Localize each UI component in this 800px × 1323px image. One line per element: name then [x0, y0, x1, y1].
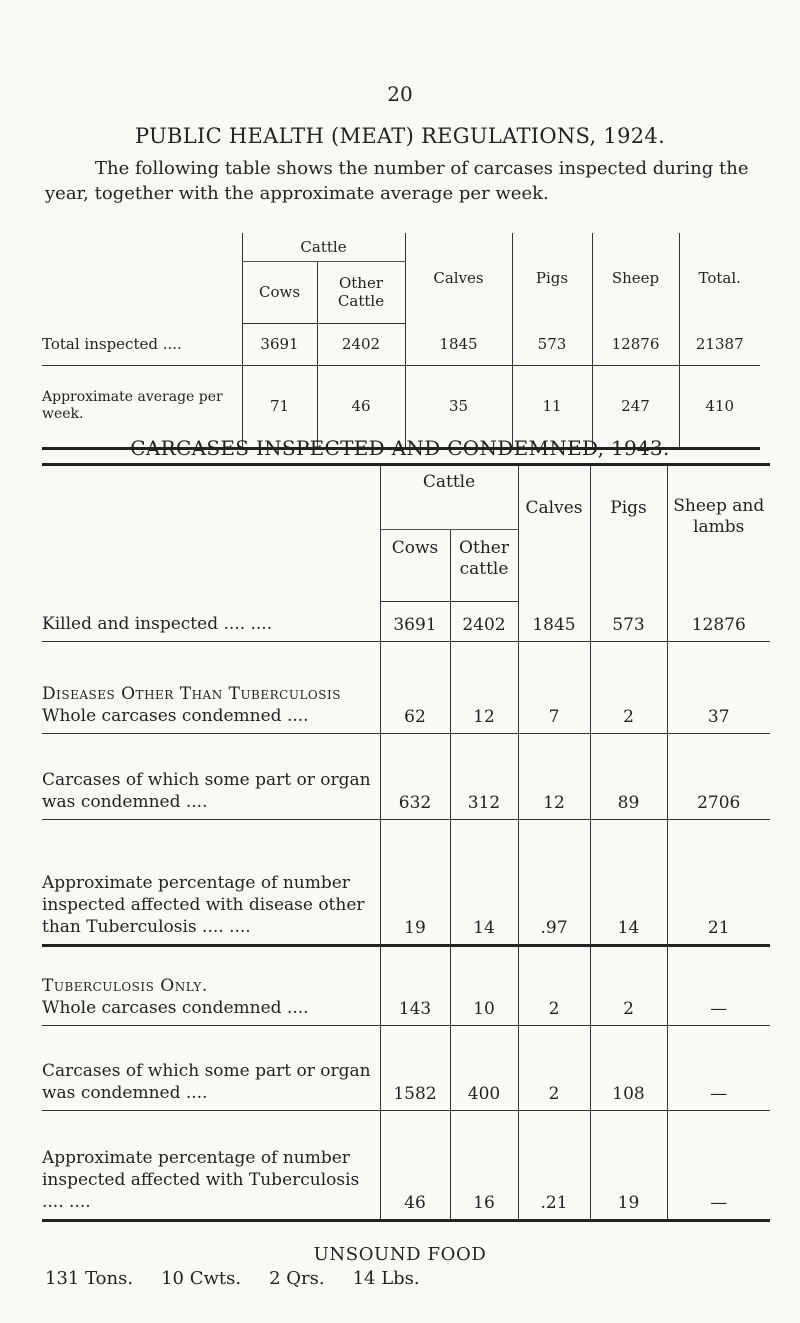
table2-cell: 2 — [518, 1026, 590, 1111]
intro-paragraph — [45, 156, 760, 206]
table1-header-cows: Cows — [242, 261, 317, 323]
table1-cell: 21387 — [679, 323, 760, 365]
table2-cell: 14 — [590, 820, 667, 946]
table2-cell: 7 — [518, 642, 590, 734]
table2-header-cows: Cows — [380, 530, 450, 602]
table2-cell: 2 — [590, 642, 667, 734]
table1-cell: 573 — [512, 323, 592, 365]
table1-header-calves: Calves — [405, 233, 512, 323]
table2-cell: 14 — [450, 820, 518, 946]
unsound-food-tons: 131 Tons. — [45, 1268, 134, 1289]
table2-cell: 2 — [518, 946, 590, 1026]
table1-cell: 247 — [592, 365, 679, 448]
table2-cell: .97 — [518, 820, 590, 946]
table1-row — [42, 323, 760, 365]
table2-cell: 10 — [450, 946, 518, 1026]
table1-corner — [42, 233, 242, 323]
table1-row-label: Total inspected .... — [42, 323, 242, 365]
table2-row — [42, 642, 770, 734]
table2-cell: — — [667, 1026, 770, 1111]
page-number: 20 — [387, 82, 413, 106]
table2-header-sheep: Sheep and lambs — [667, 465, 770, 602]
table2-row — [42, 734, 770, 820]
table2-cell: 12876 — [667, 602, 770, 642]
unsound-food-cwts: 10 Cwts. — [161, 1268, 242, 1289]
table1-cell: 1845 — [405, 323, 512, 365]
table1-header-sheep: Sheep — [592, 233, 679, 323]
table2-row — [42, 820, 770, 946]
table2-cell: 1845 — [518, 602, 590, 642]
table2-cell: 3691 — [380, 602, 450, 642]
section-title: CARCASES INSPECTED AND CONDEMNED, 1943. — [130, 436, 670, 460]
table2-row-label-cell — [42, 946, 380, 1026]
table1-cell: 71 — [242, 365, 317, 448]
table1-cell: 46 — [317, 365, 405, 448]
table1-cell: 410 — [679, 365, 760, 448]
table2-row-label: Carcases of which some part or organ was condemned .... — [42, 734, 380, 820]
table1-cell: 12876 — [592, 323, 679, 365]
table2-cell: 62 — [380, 642, 450, 734]
table2-cell: 573 — [590, 602, 667, 642]
table2-cell: 37 — [667, 642, 770, 734]
unsound-food-quantity — [45, 1268, 645, 1289]
table2-cell: .21 — [518, 1111, 590, 1221]
intro-text: The following table shows the number of carcases inspected during the year, together with the approximate average per week. — [45, 158, 749, 204]
table2-cell: 12 — [518, 734, 590, 820]
table2-cell: — — [667, 946, 770, 1026]
table1-header-cattle: Cattle — [242, 233, 405, 261]
table2-cell: 46 — [380, 1111, 450, 1221]
table2-header-other-cattle: Other cattle — [450, 530, 518, 602]
table2-row — [42, 1026, 770, 1111]
carcases-condemned-table — [42, 463, 770, 1222]
table2-cell: 1582 — [380, 1026, 450, 1111]
table2-row-label: Killed and inspected .... .... — [42, 602, 380, 642]
table2-cell: 2706 — [667, 734, 770, 820]
page-title: PUBLIC HEALTH (MEAT) REGULATIONS, 1924. — [134, 124, 666, 148]
table1-cell: 2402 — [317, 323, 405, 365]
table2-row-label: Approximate percentage of number inspected affected with Tuberculosis .... .... — [42, 1111, 380, 1221]
section-heading: Diseases Other Than Tuberculosis — [42, 684, 341, 704]
table2-row-label: Whole carcases condemned .... — [42, 998, 309, 1018]
table2-cell: 312 — [450, 734, 518, 820]
table1-row-label: Approximate average per week. — [42, 365, 242, 448]
table2-header-cattle: Cattle — [380, 465, 518, 530]
table2-cell: 632 — [380, 734, 450, 820]
table2-cell: 2402 — [450, 602, 518, 642]
table2-cell: 16 — [450, 1111, 518, 1221]
table2-cell: 108 — [590, 1026, 667, 1111]
table2-row — [42, 946, 770, 1026]
table2-row — [42, 602, 770, 642]
table2-cell: 19 — [380, 820, 450, 946]
table2-cell: 89 — [590, 734, 667, 820]
table1-header-total: Total. — [679, 233, 760, 323]
table2-corner — [42, 465, 380, 602]
table2-row-label: Approximate percentage of number inspected affected with disease other than Tuberculosis .... .... — [42, 820, 380, 946]
unsound-food-qrs: 2 Qrs. — [269, 1268, 325, 1289]
table2-header-pigs: Pigs — [590, 465, 667, 602]
table2-cell: 19 — [590, 1111, 667, 1221]
table2-cell: 12 — [450, 642, 518, 734]
table2-row-label-cell — [42, 642, 380, 734]
table1-header-pigs: Pigs — [512, 233, 592, 323]
table2-row — [42, 1111, 770, 1221]
table2-cell: 400 — [450, 1026, 518, 1111]
table2-header-calves: Calves — [518, 465, 590, 602]
meat-inspection-summary-table — [42, 233, 760, 450]
table2-cell: 2 — [590, 946, 667, 1026]
table2-row-label: Carcases of which some part or organ was condemned .... — [42, 1026, 380, 1111]
table2-cell: — — [667, 1111, 770, 1221]
table1-cell: 3691 — [242, 323, 317, 365]
table2-row-label: Whole carcases condemned .... — [42, 706, 309, 726]
table1-cell: 35 — [405, 365, 512, 448]
section-heading: Tuberculosis Only. — [42, 976, 208, 996]
unsound-food-lbs: 14 Lbs. — [352, 1268, 420, 1289]
unsound-food-title: UNSOUND FOOD — [313, 1244, 487, 1265]
table1-header-other-cattle: Other Cattle — [317, 261, 405, 323]
table2-cell: 143 — [380, 946, 450, 1026]
table2-cell: 21 — [667, 820, 770, 946]
table1-cell: 11 — [512, 365, 592, 448]
